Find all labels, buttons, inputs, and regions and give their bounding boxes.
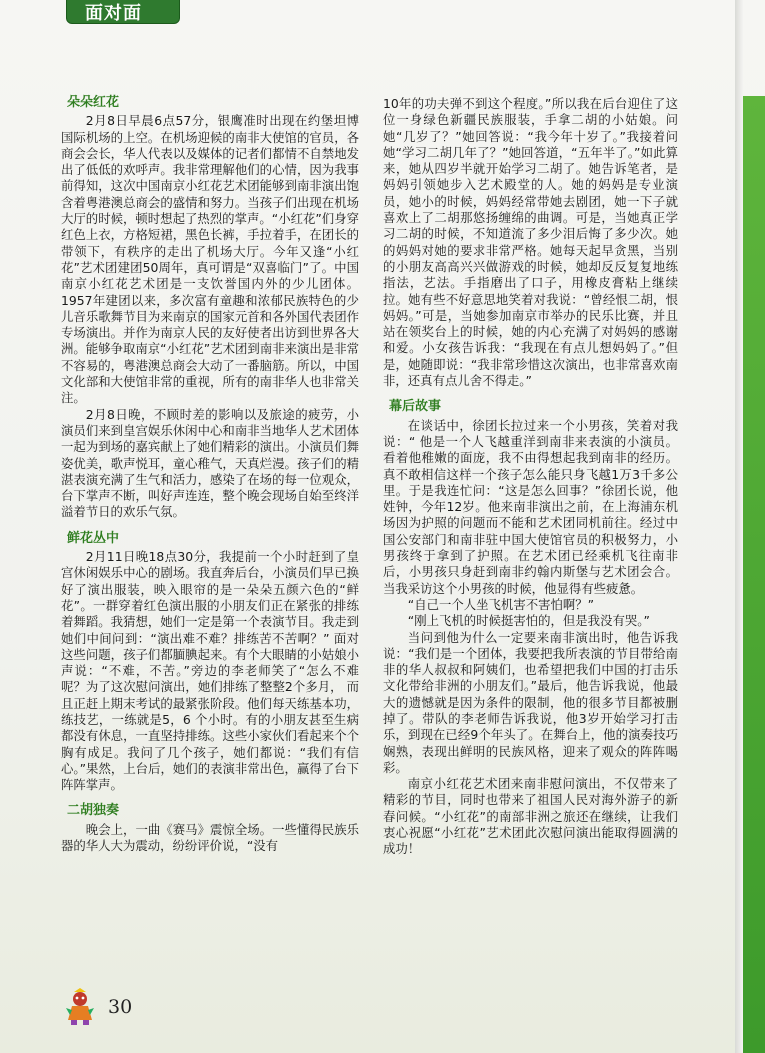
page-number: 30	[108, 996, 133, 1018]
section-title: 幕后故事	[389, 399, 442, 415]
section-spacer	[383, 389, 678, 399]
paragraph: 在谈话中，徐团长拉过来一个小男孩，笑着对我说：“ 他是一个人飞越重洋到南非来表演的小演员。看着他稚嫩的面庞，我不由得想起我到南非的经历。真不敢相信这样一个孩子怎么能只身飞越1万3千多公里。于是我连忙问：“这是怎么回事？”徐团长说，他姓钟，今年12岁。他来南非演出之前，在上海浦东机场因为护照的问题而不能和艺术团同机前往。经过中国公安部门和南非驻中国大使馆官员的积极努力，小男孩终于拿到了护照。在艺术团已经乘机飞往南非后，小男孩只身赶到南非约翰内斯堡与艺术团会合。当我采访这个小男孩的时候，他显得有些疲惫。	[383, 417, 678, 596]
left-column	[61, 95, 359, 854]
section-spacer	[61, 521, 359, 531]
paragraph: “自己一个人坐飞机害不害怕啊？”	[407, 596, 595, 612]
page-spine	[735, 0, 743, 1053]
side-color-bar	[743, 96, 765, 1053]
paragraph: “刚上飞机的时候挺害怕的，但是我没有哭。”	[407, 613, 650, 629]
paragraph: 晚会上，一曲《赛马》震惊全场。一些懂得民族乐器的华人大为震动，纷纷评价说，“没有	[61, 821, 359, 854]
section-spacer	[61, 793, 359, 803]
cartoon-figure-icon	[60, 988, 102, 1026]
paragraph: 2月11日晚18点30分，我提前一个小时赶到了皇宫休闲娱乐中心的剧场。我直奔后台，小演员们早已换好了演出服装，映入眼帘的是一朵朵五颜六色的“鲜花”。一群穿着红色演出服的小朋友们正在紧张的排练着舞蹈。我猜想，她们一定是第一个表演节目。我走到她们中间问到：“演出难不难？排练苦不苦啊？” 面对这些问题，孩子们都腼腆起来。有个大眼睛的小姑娘小声说：“不难，不苦。”旁边的李老师笑了“怎么不难呢？为了这次慰问演出，她们排练了整整2个多月， 而且正赶上期末考试的最紧张阶段。他们每天练基本功，练技艺，一练就是5，6 个小时。有的小朋友甚至生病都没有休息，一直坚持排练。这些小家伙们看起来个个胸有成足。我问了几个孩子，她们都说：“我们有信心。”果然，上台后，她们的表演非常出色，赢得了台下阵阵掌声。	[61, 549, 359, 793]
section-title: 二胡独奏	[67, 803, 120, 819]
paragraph: 10年的功夫弹不到这个程度。”所以我在后台迎住了这位一身绿色新疆民族服装，手拿二胡的小姑娘。问她“几岁了？”她回答说：“我今年十岁了。”我接着问她“学习二胡几年了？”她回答道，“五年半了。”如此算来，她从四岁半就开始学习二胡了。她告诉笔者，是妈妈引领她步入艺术殿堂的人。她的妈妈是专业演员，她小的时候，妈妈经常带她去剧团，她一下子就喜欢上了二胡那悠扬缠绵的曲调。可是，当她真正学习二胡的时候，不知道流了多少泪后悔了多少次。她的妈妈对她的要求非常严格。她每天起早贪黑，当别的小朋友高高兴兴做游戏的时候，她却反反复复地练指法，艺法。手指磨出了口子，用橡皮膏粘上继续拉。她有些不好意思地笑着对我说：“曾经恨二胡，恨妈妈。”可是，当她参加南京市举办的民乐比赛，并且站在领奖台上的时候，她的内心充满了对妈妈的感谢和爱。小女孩告诉我：“我现在有点儿想妈妈了。”但是，她随即说：“我非常珍惜这次演出，也非常喜欢南非，还真有点儿舍不得走。”	[383, 96, 678, 389]
section-header-label: 面对面	[85, 3, 142, 24]
paragraph: 2月8日晚，不顾时差的影响以及旅途的疲劳，小演员们来到皇宫娱乐休闲中心和南非当地华人艺术团体一起为到场的嘉宾献上了她们精彩的演出。小演员们舞姿优美，歌声悦耳，童心稚气，天真烂漫。孩子们的精湛表演充满了生气和活力，感染了在场的每一位观众，台下掌声不断，叫好声连连，整个晚会现场自始至终洋溢着节日的欢乐气氛。	[61, 406, 359, 520]
section-header-tab	[66, 0, 180, 24]
right-column	[383, 96, 678, 858]
paragraph: 当问到他为什么一定要来南非演出时，他告诉我说：“我们是一个团体，我要把我所表演的节目带给南非的华人叔叔和阿姨们，也希望把我们中国的打击乐文化带给非洲的小朋友们。”最后，他告诉我说，他最大的遗憾就是因为条件的限制，他的很多节目都被删掉了。带队的李老师告诉我说，他3岁开始学习打击乐，到现在已经9个年头了。在舞台上，他的演奏技巧娴熟，表现出鲜明的民族风格，迎来了观众的阵阵喝彩。	[383, 629, 678, 775]
paragraph: 南京小红花艺术团来南非慰问演出，不仅带来了精彩的节目，同时也带来了祖国人民对海外游子的新春问候。“小红花”的南部非洲之旅还在继续，让我们衷心祝愿“小红花”艺术团此次慰问演出能取得圆满的成功！	[383, 776, 678, 857]
paragraph: 2月8日早晨6点57分，银鹰准时出现在约堡坦博国际机场的上空。在机场迎候的南非大使馆的官员，各商会会长，华人代表以及媒体的记者们都情不自禁地发出了低低的欢呼声。我非常理解他们的心情，因为我事前得知，这次中国南京小红花艺术团能够到南非演出饱含着粤港澳总商会的盛情和努力。当孩子们出现在机场大厅的时候，顿时想起了热烈的掌声。“小红花”们身穿红色上衣，方格短裙，黑色长裤，手拉着手，在团长的带领下，有秩序的走出了机场大厅。今年又逢“小红花”艺术团建团50周年，真可谓是“双喜临门”了。中国南京小红花艺术团是一支饮誉国内外的少儿团体。1957年建团以来，多次富有童趣和浓郁民族特色的少儿音乐歌舞节目为来南京的国家元首和各外国代表团作专场演出。并作为南京人民的友好使者出访到世界各大洲。能够争取南京“小红花”艺术团到南非来演出是非常不容易的，粤港澳总商会大动了一番脑筋。所以，中国文化部和大使馆非常的重视，所有的南非华人也非常关注。	[61, 113, 359, 406]
section-title: 鲜花丛中	[67, 530, 120, 546]
section-title: 朵朵红花	[67, 95, 120, 110]
